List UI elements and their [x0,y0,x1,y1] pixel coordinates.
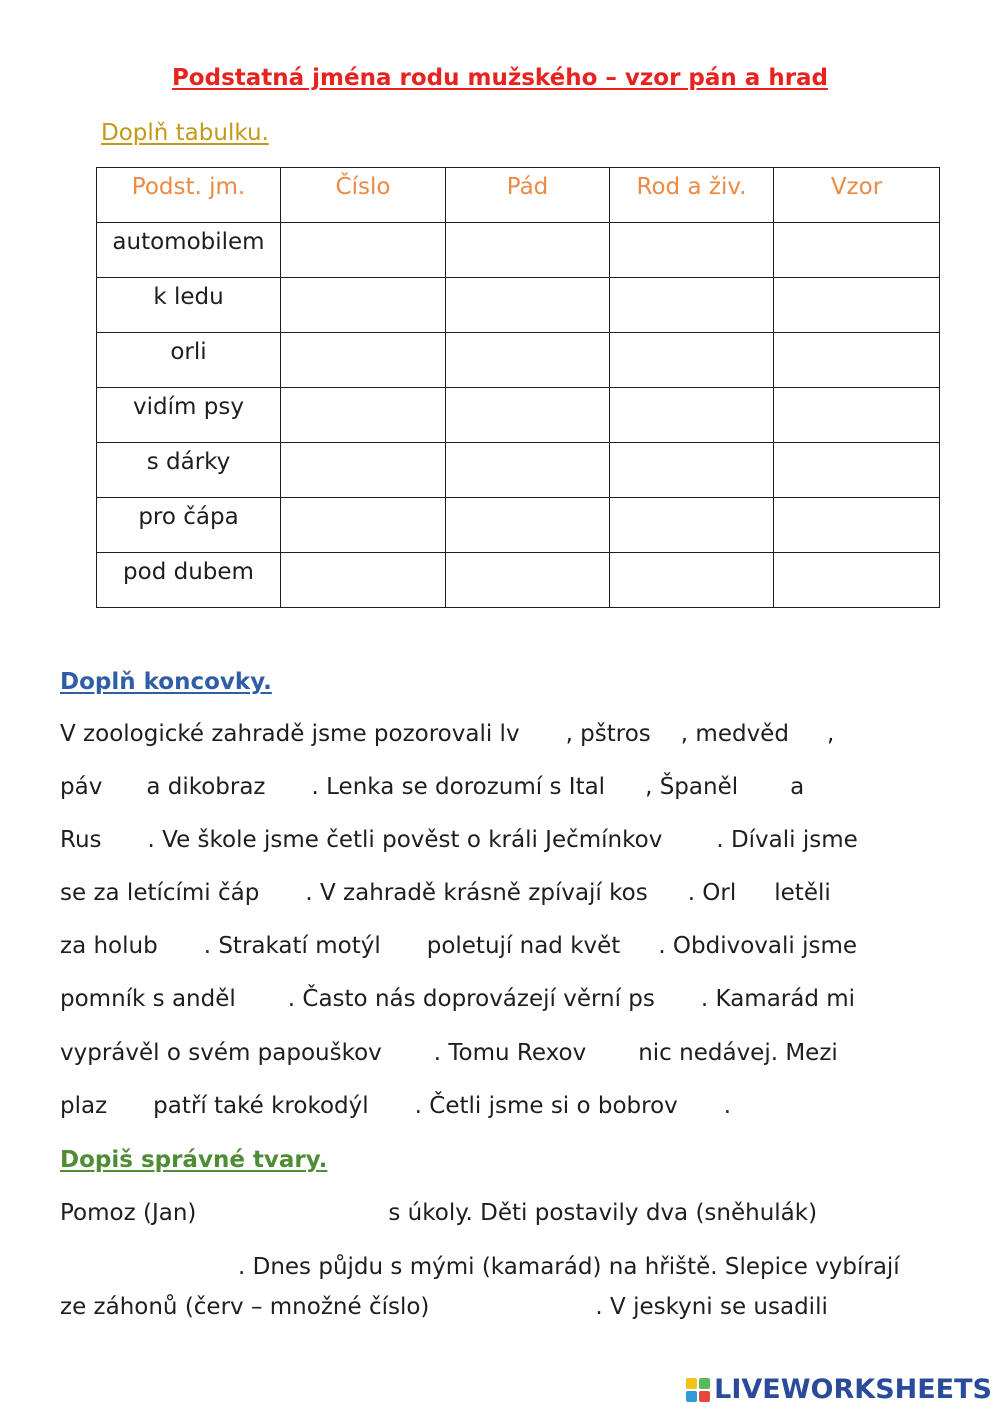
text-segment: a [790,774,805,800]
endings-line [60,930,857,962]
logo-square-blue [686,1391,697,1402]
page-title-text: Podstatná jména rodu mužského – vzor pán a hrad [171,65,829,91]
table-row [97,553,940,608]
answer-cell-case[interactable] [446,333,610,388]
noun-cell: orli [97,333,281,388]
text-segment: . Často nás doprovázejí věrní ps [287,986,655,1012]
table-row [97,278,940,333]
table-header-row [97,168,940,223]
endings-line [60,877,831,909]
liveworksheets-logo-icon [686,1378,710,1402]
text-segment: . Kamarád mi [700,986,856,1012]
table-row [97,333,940,388]
table-row [97,388,940,443]
text-segment: poletují nad květ [426,933,621,959]
text-segment: za holub [60,933,158,959]
answer-cell-pattern[interactable] [774,388,940,443]
answer-cell-number[interactable] [281,278,446,333]
column-header-case: Pád [446,168,610,223]
answer-cell-number[interactable] [281,498,446,553]
endings-line [60,1090,731,1122]
text-segment: a dikobraz [146,774,266,800]
text-segment: nic nedávej. Mezi [638,1040,838,1066]
noun-cell: pod dubem [97,553,281,608]
text-segment: . Strakatí motýl [203,933,381,959]
noun-cell: vidím psy [97,388,281,443]
text-segment: . Obdivovali jsme [658,933,858,959]
logo-square-green [699,1378,710,1389]
logo-square-yellow [686,1378,697,1389]
noun-cell: k ledu [97,278,281,333]
column-header-gender: Rod a živ. [610,168,774,223]
endings-section-heading: Doplň koncovky. [60,669,272,695]
logo-square-red [699,1391,710,1402]
text-segment: . Tomu Rexov [433,1040,587,1066]
forms-section-heading: Dopiš správné tvary. [60,1147,328,1173]
text-segment: , medvěd [680,721,789,747]
text-segment: . Orl [687,880,737,906]
text-segment: ze záhonů (červ – množné číslo) [60,1294,430,1320]
answer-cell-case[interactable] [446,498,610,553]
text-segment: V zoologické zahradě jsme pozorovali lv [60,721,520,747]
page-title [0,62,1000,94]
text-segment: se za letícími čáp [60,880,260,906]
answer-cell-pattern[interactable] [774,333,940,388]
table-row [97,498,940,553]
answer-cell-pattern[interactable] [774,498,940,553]
answer-cell-number[interactable] [281,223,446,278]
text-segment: Pomoz (Jan) [60,1200,197,1226]
answer-cell-gender[interactable] [610,388,774,443]
endings-line [60,718,834,750]
answer-cell-pattern[interactable] [774,553,940,608]
forms-line [60,1291,828,1323]
liveworksheets-logo-text: LIVEWORKSHEETS [714,1374,992,1405]
text-segment: , [826,721,835,747]
endings-line [60,824,858,856]
forms-line [60,1251,900,1283]
answer-cell-gender[interactable] [610,498,774,553]
text-segment: s úkoly. Děti postavily dva (sněhulák) [388,1200,818,1226]
noun-cell: pro čápa [97,498,281,553]
answer-cell-number[interactable] [281,443,446,498]
answer-cell-number[interactable] [281,333,446,388]
answer-cell-case[interactable] [446,388,610,443]
answer-cell-gender[interactable] [610,443,774,498]
text-segment: . Lenka se dorozumí s Ital [311,774,606,800]
text-segment: vyprávěl o svém papouškov [60,1040,382,1066]
answer-cell-pattern[interactable] [774,443,940,498]
text-segment: pomník s anděl [60,986,236,1012]
text-segment: Rus [60,827,102,853]
endings-line [60,1037,838,1069]
text-segment: . Dívali jsme [716,827,858,853]
forms-line [60,1197,817,1229]
table-row [97,443,940,498]
answer-cell-gender[interactable] [610,333,774,388]
endings-line [60,771,804,803]
answer-cell-gender[interactable] [610,553,774,608]
text-segment: . Četli jsme si o bobrov [414,1093,678,1119]
text-segment: plaz [60,1093,108,1119]
table-row [97,223,940,278]
answer-cell-gender[interactable] [610,223,774,278]
noun-table [96,167,940,608]
answer-cell-number[interactable] [281,388,446,443]
table-section-heading: Doplň tabulku. [101,120,269,146]
text-segment: patří také krokodýl [153,1093,369,1119]
text-segment: . [723,1093,732,1119]
noun-cell: s dárky [97,443,281,498]
answer-cell-gender[interactable] [610,278,774,333]
noun-cell: automobilem [97,223,281,278]
text-segment: , pštros [565,721,651,747]
text-segment: . V jeskyni se usadili [595,1294,828,1320]
answer-cell-case[interactable] [446,278,610,333]
answer-cell-case[interactable] [446,223,610,278]
answer-cell-pattern[interactable] [774,223,940,278]
answer-cell-pattern[interactable] [774,278,940,333]
liveworksheets-logo [686,1374,992,1405]
endings-line [60,983,855,1015]
answer-cell-case[interactable] [446,443,610,498]
answer-cell-case[interactable] [446,553,610,608]
text-segment: letěli [774,880,831,906]
text-segment: . Ve škole jsme četli pověst o králi Ječmínkov [147,827,663,853]
column-header-pattern: Vzor [774,168,940,223]
text-segment: páv [60,774,103,800]
column-header-number: Číslo [281,168,446,223]
text-segment: , Španěl [645,774,739,800]
text-segment: . V zahradě krásně zpívají kos [305,880,648,906]
text-segment: . Dnes půjdu s mými (kamarád) na hřiště. Slepice vybírají [238,1254,900,1280]
answer-cell-number[interactable] [281,553,446,608]
column-header-noun: Podst. jm. [97,168,281,223]
